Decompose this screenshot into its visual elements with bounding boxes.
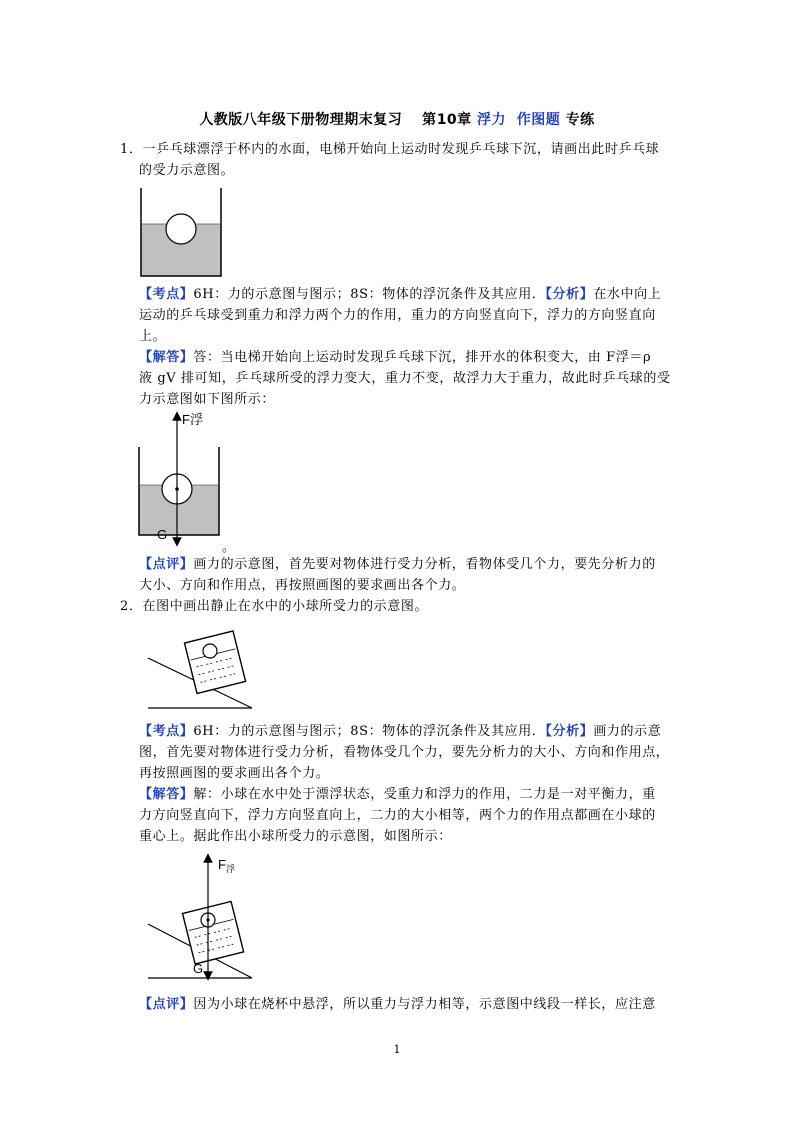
q1-dianping-text1: 画力的示意图，首先要对物体进行受力分析，看物体受几个力，要先分析力的 xyxy=(193,557,656,572)
q1-jieda-line2: 液 gV 排可知，乒乓球所受的浮力变大，重力不变，故浮力大于重力，故此时乒乓球的受 xyxy=(139,371,671,386)
q2-jieda-line3: 重心上。据此作出小球所受力的示意图，如图所示： xyxy=(139,829,452,844)
q2-beaker-figure xyxy=(146,622,256,712)
q2-jieda-line2: 力方向竖直向下，浮力方向竖直向上，二力的大小相等，两个力的作用点都画在小球的 xyxy=(139,808,656,823)
q1-dianping-tag: 【点评】 xyxy=(139,557,194,572)
ball-shape xyxy=(203,644,217,658)
q2-fenxi-tag: 【分析】 xyxy=(545,724,594,739)
q1-period: 。 xyxy=(222,540,236,555)
q1-kaodian xyxy=(139,287,661,303)
title-suffix: 专练 xyxy=(565,112,595,128)
q1-jieda-tag: 【解答】 xyxy=(139,350,194,365)
q2-jieda-text1: 解：小球在水中处于漂浮状态，受重力和浮力的作用，二力是一对平衡力，重 xyxy=(193,787,656,802)
q1-kaodian-tag: 【考点】 xyxy=(139,287,194,302)
q1-force-figure xyxy=(136,408,236,552)
q1-line1: 1．一乒乓球漂浮于杯内的水面，电梯开始向上运动时发现乒乓球下沉，请画出此时乒乓球 xyxy=(120,142,660,157)
q1-fenxi-text1: 在水中向上 xyxy=(593,287,662,302)
title-topic1: 浮力 xyxy=(477,112,507,128)
title-chapter: 章 xyxy=(457,112,472,128)
ball-shape xyxy=(166,214,196,244)
q2-label-f xyxy=(218,857,235,875)
q2-fenxi-line2: 图，首先要对物体进行受力分析，看物体受几个力，要先分析力的大小、方向和作用点， xyxy=(139,745,670,760)
q2-dianping-text1: 因为小球在烧杯中悬浮，所以重力与浮力相等，示意图中线段一样长，应注意 xyxy=(193,997,656,1012)
title-number: 10 xyxy=(436,112,458,128)
q1-kaodian-text: 6H：力的示意图与图示；8S：物体的浮沉条件及其应用． xyxy=(193,287,546,302)
q1-fenxi-tag: 【分析】 xyxy=(545,287,594,302)
q2-kaodian-tag: 【考点】 xyxy=(139,724,194,739)
q1-jieda-text1: 答：当电梯开始向上运动时发现乒乓球下沉，排开水的体积变大，由 F浮＝ρ xyxy=(193,350,652,365)
q2-label-f-main: F xyxy=(218,857,226,872)
q1-label-f: F浮 xyxy=(182,412,203,427)
q1-label-g: G xyxy=(157,527,168,542)
q2-dianping-tag: 【点评】 xyxy=(139,997,194,1012)
q1-jieda-line3: 力示意图如下图所示： xyxy=(139,392,276,407)
q2-line1: 2．在图中画出静止在水中的小球所受力的示意图。 xyxy=(120,599,429,614)
q2-dianping xyxy=(139,997,656,1013)
q2-jieda xyxy=(139,787,656,803)
q2-kaodian-text: 6H：力的示意图与图示；8S：物体的浮沉条件及其应用． xyxy=(193,724,546,739)
q2-kaodian xyxy=(139,724,661,740)
page-title xyxy=(0,109,794,129)
q2-jieda-tag: 【解答】 xyxy=(139,787,194,802)
q2-fenxi-line3: 再按照画图的要求画出各个力。 xyxy=(139,766,330,781)
q2-fenxi-text1: 画力的示意 xyxy=(593,724,662,739)
q1-jieda xyxy=(139,350,651,366)
q2-label-f-sub: 浮 xyxy=(225,864,235,874)
q1-line2: 的受力示意图。 xyxy=(139,163,235,178)
page-number: 1 xyxy=(393,1043,401,1056)
q1-dianping-line2: 大小、方向和作用点，再按照画图的要求画出各个力。 xyxy=(139,578,466,593)
q1-cup-figure xyxy=(140,186,224,278)
q2-label-g: G xyxy=(193,961,204,976)
title-prefix: 人教版八年级下册物理期末复习 第 xyxy=(199,112,437,128)
q1-fenxi-line2: 运动的乒乓球受到重力和浮力两个力的作用，重力的方向竖直向下，浮力的方向竖直向 xyxy=(139,308,656,323)
q1-dianping xyxy=(139,557,656,573)
title-topic2: 作图题 xyxy=(516,112,561,128)
q1-fenxi-line3: 上。 xyxy=(139,329,167,344)
